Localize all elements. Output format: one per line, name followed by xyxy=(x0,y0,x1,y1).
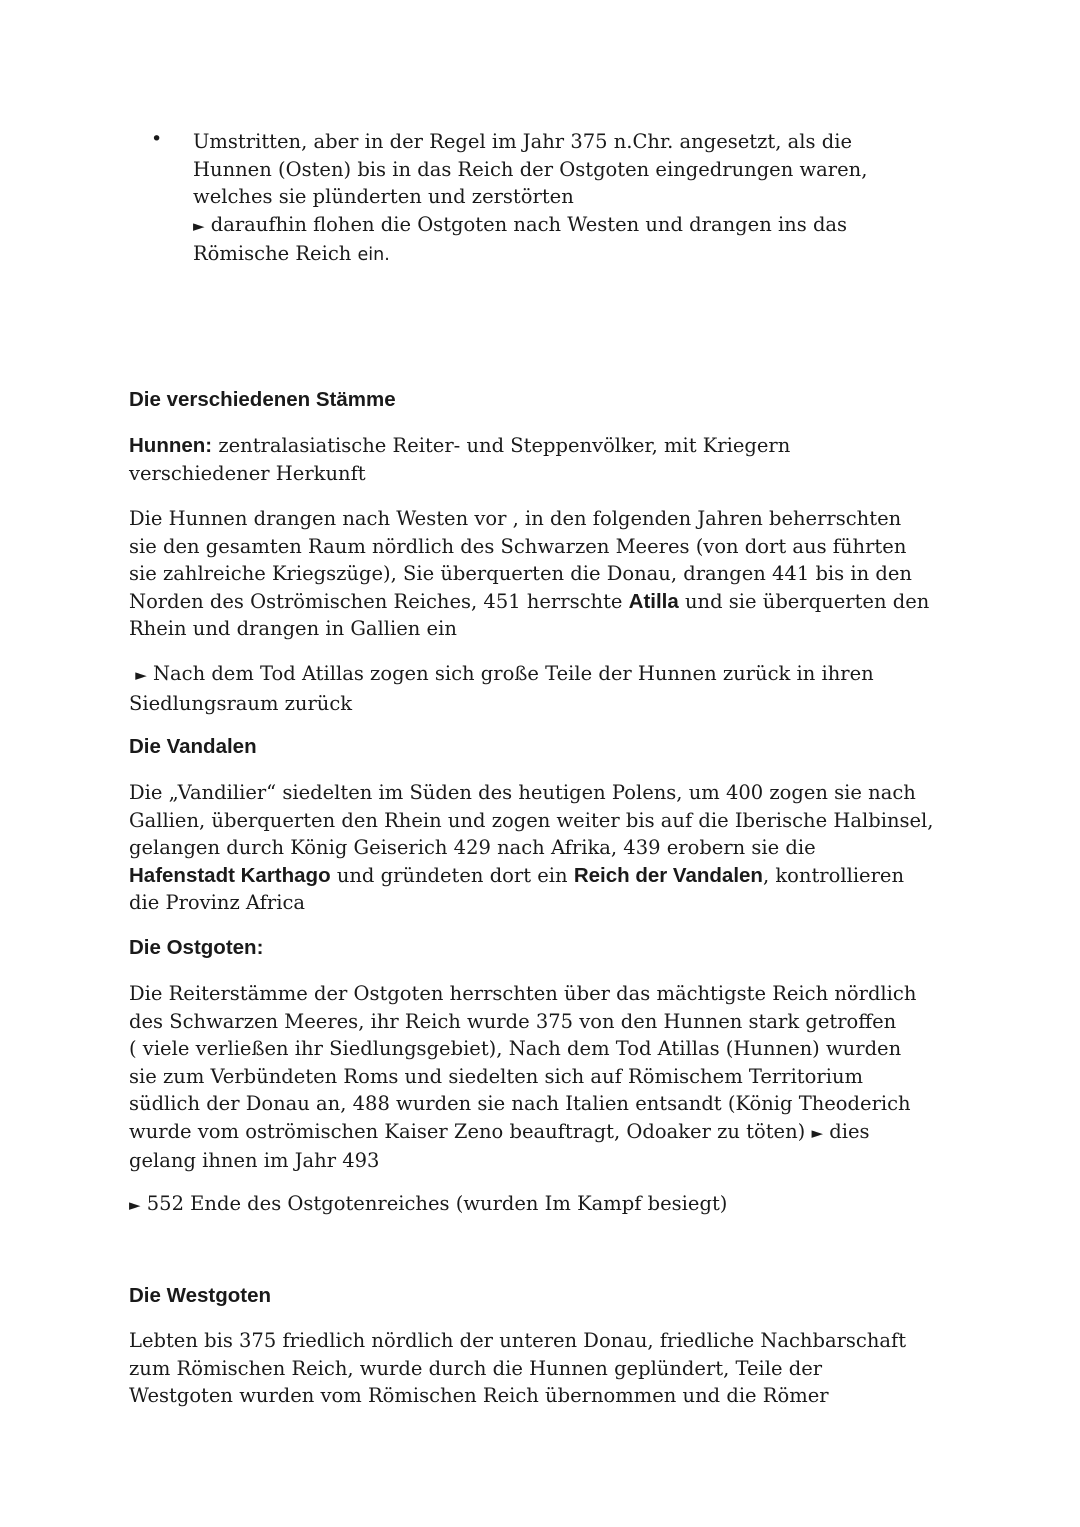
section-heading-vandalen: Die Vandalen xyxy=(129,735,257,758)
intro-line: Hunnen (Osten) bis in das Reich der Ostgoten eingedrungen waren, xyxy=(193,157,868,181)
arrow-icon: ► xyxy=(135,666,147,684)
reich-vandalen-bold: Reich der Vandalen xyxy=(573,863,763,887)
karthago-bold: Hafenstadt Karthago xyxy=(129,863,331,887)
intro-line: ► daraufhin flohen die Ostgoten nach Westen und drangen ins das xyxy=(193,212,848,236)
westgoten-paragraph: Lebten bis 375 friedlich nördlich der unteren Donau, friedliche Nachbarschaft zum Römischen Reich, wurde durch die Hunnen geplündert, Teile der Westgoten wurden vom Römischen Reich übernommen und die Römer xyxy=(129,1329,907,1407)
arrow-icon: ► xyxy=(193,216,205,235)
vandalen-paragraph: Die „Vandilier“ siedelten im Süden des heutigen Polens, um 400 zogen sie nach Gallien, überquerten den Rhein und zogen weiter bis auf die Iberische Halbinsel, gelangen durch König Geiserich 429 nach Afrika, 439 erobern sie die Hafenstadt Karthago und gründeten dort ein Reich der Vandalen, kontrollieren die Provinz Africa xyxy=(129,781,934,914)
hunnen-label: Hunnen: xyxy=(129,434,213,457)
section-heading-staemme: Die verschiedenen Stämme xyxy=(129,388,396,411)
ostgoten-paragraph: Die Reiterstämme der Ostgoten herrschten über das mächtigste Reich nördlich des Schwarzen Meeres, ihr Reich wurde 375 von den Hunnen stark getroffen ( viele verließen ihr Siedlungsgebiet), Nach dem Tod Atillas (Hunnen) wurden sie zum Verbündeten Roms und siedelten sich auf Römischem Territorium südlich der Donau an, 488 wurden sie nach Italien entsandt (König Theoderich wurde vom oströmischen Kaiser Zeno beauftragt, Odoaker zu töten) ► dies gelang ihnen im Jahr 493 xyxy=(129,982,917,1172)
arrow-icon: ► xyxy=(811,1123,824,1142)
intro-line: Römische Reich ein. xyxy=(193,242,390,265)
hunnen-definition: Hunnen: zentralasiatische Reiter- und Steppenvölker, mit Kriegern verschiedener Herkunft xyxy=(129,434,791,485)
section-heading-westgoten: Die Westgoten xyxy=(129,1284,271,1307)
intro-line: Umstritten, aber in der Regel im Jahr 375 n.Chr. angesetzt, als die xyxy=(193,130,852,153)
atilla-bold: Atilla xyxy=(628,589,679,613)
bullet-icon: • xyxy=(151,128,163,150)
intro-bullet-item xyxy=(151,128,933,270)
hunnen-arrow-note: ► Nach dem Tod Atillas zogen sich große Teile der Hunnen zurück in ihren Siedlungsraum zurück xyxy=(129,662,874,715)
hunnen-paragraph: Die Hunnen drangen nach Westen vor , in den folgenden Jahren beherrschten sie den gesamten Raum nördlich des Schwarzen Meeres (von dort aus führten sie zahlreiche Kriegszüge), Sie überquerten die Donau, drangen 441 bis in den Norden des Oströmischen Reiches, 451 herrschte Atilla und sie überquerten den Rhein und drangen in Gallien ein xyxy=(129,507,930,640)
section-heading-ostgoten: Die Ostgoten: xyxy=(129,936,264,959)
ostgoten-end-note: ► 552 Ende des Ostgotenreiches (wurden Im Kampf besiegt) xyxy=(129,1192,728,1215)
intro-line: welches sie plünderten und zerstörten xyxy=(193,185,574,208)
arrow-icon: ► xyxy=(129,1196,141,1214)
